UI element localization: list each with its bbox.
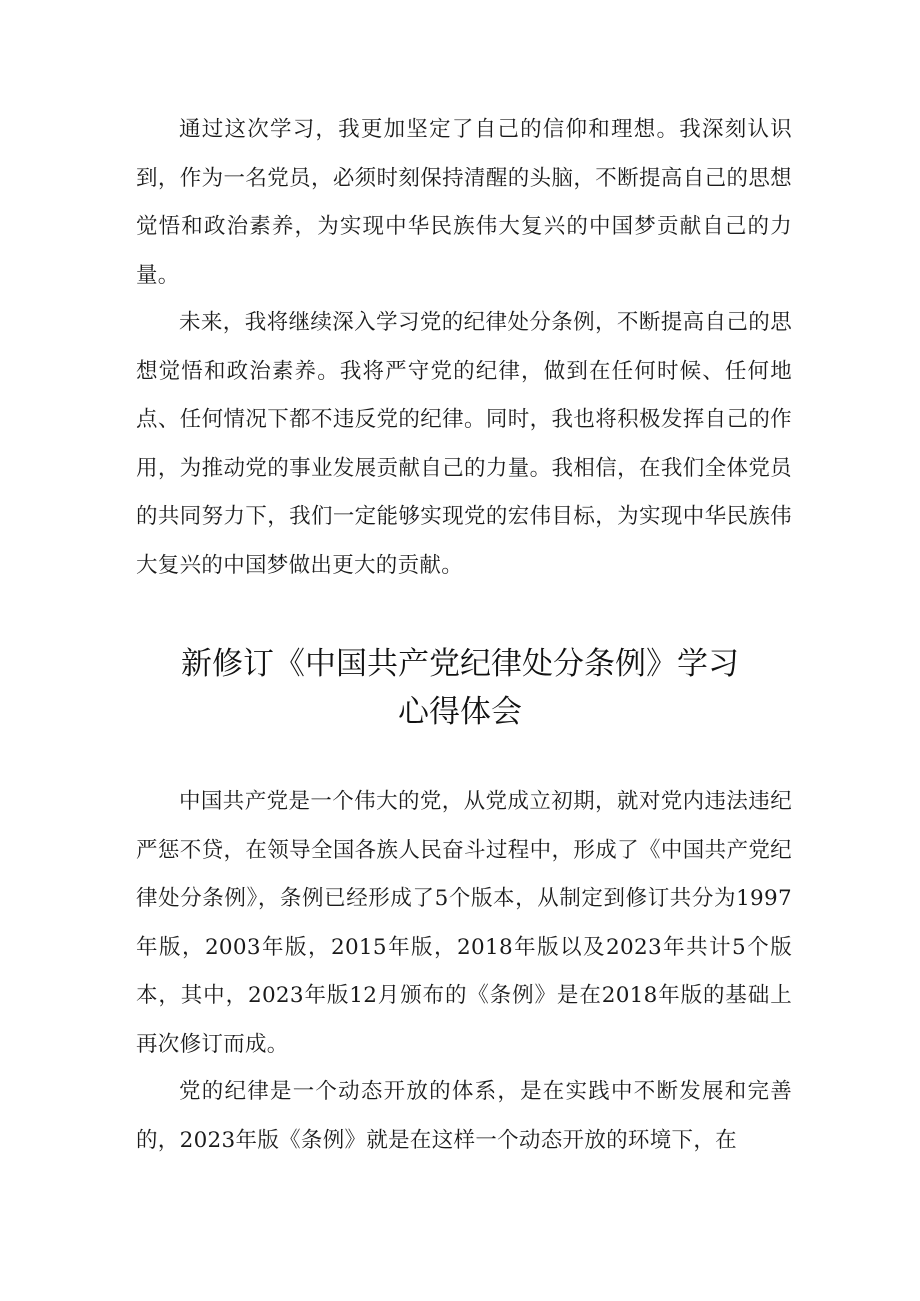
article-title-line-1: 新修订《中国共产党纪律处分条例》学习: [181, 646, 739, 682]
body-paragraph-4: 党的纪律是一个动态开放的体系，是在实践中不断发展和完善的，2023年版《条例》就是在这样一个动态开放的环境下，在: [136, 1079, 792, 1153]
article-title: [100, 640, 820, 736]
body-paragraph-1: 通过这次学习，我更加坚定了自己的信仰和理想。我深刻认识到，作为一名党员，必须时刻保持清醒的头脑，不断提高自己的思想觉悟和政治素养，为实现中华民族伟大复兴的中国梦贡献自己的力量。: [136, 117, 792, 288]
article-title-line-2: 心得体会: [398, 694, 522, 730]
body-paragraph-2: 未来，我将继续深入学习党的纪律处分条例，不断提高自己的思想觉悟和政治素养。我将严守党的纪律，做到在任何时候、任何地点、任何情况下都不违反党的纪律。同时，我也将积极发挥自己的作用，为推动党的事业发展贡献自己的力量。我相信，在我们全体党员的共同努力下，我们一定能够实现党的宏伟目标，为实现中华民族伟大复兴的中国梦做出更大的贡献。: [136, 310, 792, 578]
body-paragraph-3: 中国共产党是一个伟大的党，从党成立初期，就对党内违法违纪严惩不贷，在领导全国各族人民奋斗过程中，形成了《中国共产党纪律处分条例》，条例已经形成了5个版本，从制定到修订共分为1997年版，2003年版，2015年版，2018年版以及2023年共计5个版本，其中，2023年版12月颁布的《条例》是在2018年版的基础上再次修订而成。: [136, 789, 792, 1057]
